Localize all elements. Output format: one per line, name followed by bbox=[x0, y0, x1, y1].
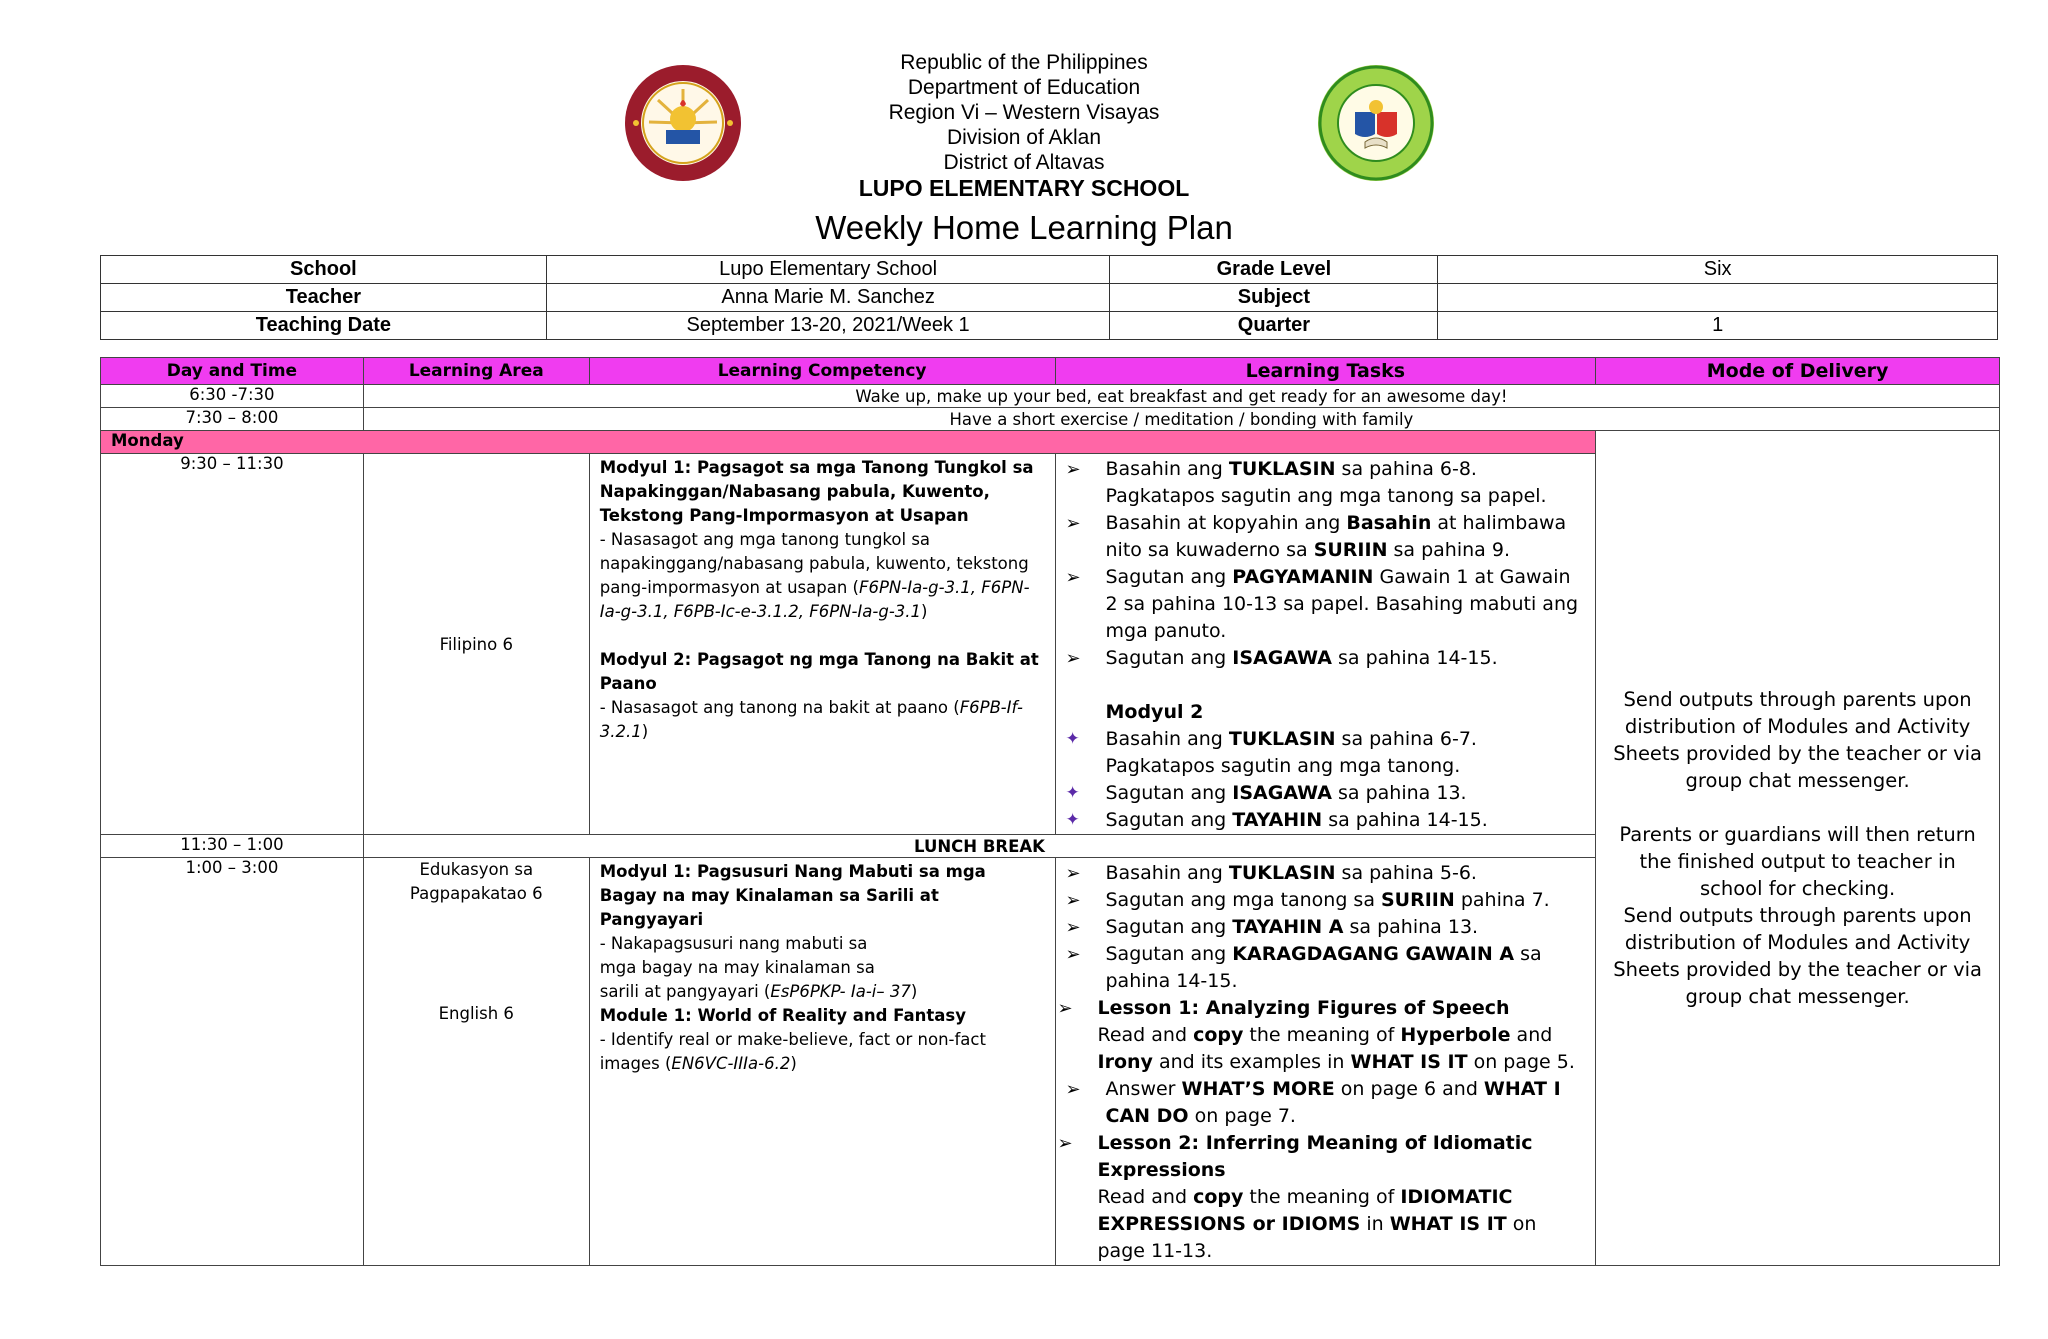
task-item: ➢ Basahin ang TUKLASIN sa pahina 5-6. bbox=[1066, 860, 1588, 887]
arrow-bullet-icon: ➢ bbox=[1065, 863, 1081, 884]
task-item: ➢ Basahin at kopyahin ang Basahin at halimbawa nito sa kuwaderno sa SURIIN sa pahina 9. bbox=[1066, 510, 1588, 564]
mode-paragraph: Send outputs through parents upon distribution of Modules and Activity Sheets provided by the teacher or via group chat messenger. bbox=[1613, 688, 1982, 792]
header-line: Department of Education bbox=[907, 76, 1141, 99]
competency-code: F6PB-If-3.2.1 bbox=[599, 698, 1023, 741]
plan-header-row bbox=[101, 358, 2000, 385]
document-title: Weekly Home Learning Plan bbox=[815, 209, 1233, 246]
arrow-bullet-icon: ➢ bbox=[1065, 917, 1081, 938]
learning-area-english: English 6 bbox=[438, 1004, 514, 1023]
mode-paragraph: Parents or guardians will then return the finished output to teacher in school for checking. bbox=[1619, 823, 1976, 900]
header-mode-of-delivery: Mode of Delivery bbox=[1596, 358, 2000, 385]
star-bullet-icon: ✦ bbox=[1065, 810, 1080, 830]
module-description: - Nasasagot ang mga tanong tungkol sa napakinggang/nabasang pabula, kuwento, tekstong pang-impormasyon at usapan (F6PN-Ia-g-3.1, F6PN-Ia-g-3.1, F6PB-Ic-e-3.1.2, F6PN-Ia-g-3.1) bbox=[599, 530, 1030, 621]
arrow-bullet-icon: ➢ bbox=[1065, 1079, 1081, 1100]
task-item: ➢ Sagutan ang ISAGAWA sa pahina 14-15. bbox=[1066, 645, 1588, 672]
lesson-item: ➢ Lesson 1: Analyzing Figures of Speech Read and copy the meaning of Hyperbole and Irony and its examples in WHAT IS IT on page 5. bbox=[1058, 995, 1588, 1076]
info-row bbox=[101, 312, 1998, 340]
lesson-item: ➢ Lesson 2: Inferring Meaning of Idiomatic Expressions Read and copy the meaning of IDIOMATIC EXPRESSIONS or IDIOMS in WHAT IS IT on page 11-13. bbox=[1058, 1130, 1588, 1265]
arrow-bullet-icon: ➢ bbox=[1065, 944, 1081, 965]
module-title: Module 1: World of Reality and Fantasy bbox=[599, 1006, 966, 1025]
competency-code: F6PN-Ia-g-3.1, F6PN-Ia-g-3.1, F6PB-Ic-e-3.1.2, F6PN-Ia-g-3.1 bbox=[599, 578, 1030, 621]
competency-cell bbox=[589, 454, 1055, 835]
header-learning-tasks: Learning Tasks bbox=[1055, 358, 1596, 385]
lunch-time: 11:30 – 1:00 bbox=[101, 835, 364, 858]
header-line: District of Altavas bbox=[943, 151, 1105, 174]
school-name-heading: LUPO ELEMENTARY SCHOOL bbox=[858, 175, 1190, 201]
header-line: Region Vi – Western Visayas bbox=[888, 101, 1160, 124]
task-item: ➢ Sagutan ang mga tanong sa SURIIN pahina 7. bbox=[1066, 887, 1588, 914]
subject-value bbox=[1438, 284, 1998, 312]
module-description: sarili at pangyayari (EsP6PKP- Ia-i– 37) bbox=[599, 982, 918, 1001]
routine-time: 6:30 -7:30 bbox=[101, 385, 364, 408]
header-day-and-time: Day and Time bbox=[101, 358, 364, 385]
time-cell: 1:00 – 3:00 bbox=[101, 858, 364, 1266]
task-subheading: Modyul 2 bbox=[1105, 701, 1204, 723]
header-line: Division of Aklan bbox=[946, 126, 1102, 149]
info-row bbox=[101, 256, 1998, 284]
quarter-label: Quarter bbox=[1110, 312, 1438, 340]
task-item: ➢ Sagutan ang PAGYAMANIN Gawain 1 at Gawain 2 sa pahina 10-13 sa papel. Basahing mabuti ang mga panuto. bbox=[1066, 564, 1588, 645]
arrow-bullet-icon: ➢ bbox=[1057, 1133, 1073, 1154]
arrow-bullet-icon: ➢ bbox=[1065, 513, 1081, 534]
header-text-block bbox=[724, 50, 1324, 202]
time-cell: 9:30 – 11:30 bbox=[101, 454, 364, 835]
header-line: Republic of the Philippines bbox=[900, 51, 1148, 74]
task-item: ➢ Answer WHAT’S MORE on page 6 and WHAT I CAN DO on page 7. bbox=[1066, 1076, 1588, 1130]
info-row bbox=[101, 284, 1998, 312]
teaching-date-label: Teaching Date bbox=[101, 312, 547, 340]
mode-of-delivery-cell bbox=[1596, 431, 2000, 1266]
day-label-monday: Monday bbox=[101, 431, 1596, 454]
teacher-label: Teacher bbox=[101, 284, 547, 312]
module-description: mga bagay na may kinalaman sa bbox=[599, 958, 875, 977]
grade-level-value: Six bbox=[1438, 256, 1998, 284]
module-description: - Nasasagot ang tanong na bakit at paano (F6PB-If-3.2.1) bbox=[599, 698, 1023, 741]
task-item: ➢ Sagutan ang TAYAHIN A sa pahina 13. bbox=[1066, 914, 1588, 941]
module-title: Modyul 2: Pagsagot ng mga Tanong na Bakit at Paano bbox=[599, 650, 1039, 693]
task-item: ➢ Basahin ang TUKLASIN sa pahina 6-8. Pagkatapos sagutin ang mga tanong sa papel. bbox=[1066, 456, 1588, 510]
arrow-bullet-icon: ➢ bbox=[1065, 890, 1081, 911]
document-header bbox=[0, 50, 2048, 246]
learning-area-cell: Filipino 6 bbox=[363, 454, 589, 835]
module-title: Modyul 1: Pagsagot sa mga Tanong Tungkol sa Napakinggan/Nabasang pabula, Kuwento, Tekstong Pang-Impormasyon at Usapan bbox=[599, 458, 1034, 525]
teaching-date-value: September 13-20, 2021/Week 1 bbox=[546, 312, 1110, 340]
task-item: ➢ Sagutan ang KARAGDAGANG GAWAIN A sa pahina 14-15. bbox=[1066, 941, 1588, 995]
teacher-value: Anna Marie M. Sanchez bbox=[546, 284, 1110, 312]
learning-area-esp: Edukasyon sa Pagpapakatao 6 bbox=[409, 860, 543, 903]
tasks-cell bbox=[1055, 454, 1596, 835]
arrow-bullet-icon: ➢ bbox=[1065, 648, 1081, 669]
task-item: ✦ Basahin ang TUKLASIN sa pahina 6-7. Pagkatapos sagutin ang mga tanong. bbox=[1066, 726, 1588, 780]
module-title: Modyul 1: Pagsusuri Nang Mabuti sa mga Bagay na may Kinalaman sa Sarili at Pangyayari bbox=[599, 862, 986, 929]
star-bullet-icon: ✦ bbox=[1065, 783, 1080, 803]
routine-time: 7:30 – 8:00 bbox=[101, 408, 364, 431]
routine-row bbox=[101, 408, 2000, 431]
lupo-school-seal-logo bbox=[1315, 62, 1437, 184]
competency-cell bbox=[589, 858, 1055, 1266]
grade-level-label: Grade Level bbox=[1110, 256, 1438, 284]
header-learning-competency: Learning Competency bbox=[589, 358, 1055, 385]
day-row bbox=[101, 431, 2000, 454]
arrow-bullet-icon: ➢ bbox=[1057, 998, 1073, 1019]
arrow-bullet-icon: ➢ bbox=[1065, 459, 1081, 480]
tasks-cell bbox=[1055, 858, 1596, 1266]
school-label: School bbox=[101, 256, 547, 284]
competency-code: EN6VC-IIIa-6.2 bbox=[671, 1054, 791, 1073]
learning-area-cell bbox=[363, 858, 589, 1266]
routine-text: Wake up, make up your bed, eat breakfast and get ready for an awesome day! bbox=[363, 385, 1999, 408]
routine-text: Have a short exercise / meditation / bonding with family bbox=[363, 408, 1999, 431]
task-item: ✦ Sagutan ang ISAGAWA sa pahina 13. bbox=[1066, 780, 1588, 807]
module-description: - Nakapagsusuri nang mabuti sa bbox=[599, 934, 868, 953]
routine-row bbox=[101, 385, 2000, 408]
lunch-break-label: LUNCH BREAK bbox=[363, 835, 1595, 858]
quarter-value: 1 bbox=[1438, 312, 1998, 340]
star-bullet-icon: ✦ bbox=[1065, 729, 1080, 749]
module-description: - Identify real or make-believe, fact or non-fact images (EN6VC-IIIa-6.2) bbox=[599, 1030, 986, 1073]
mode-paragraph: Send outputs through parents upon distribution of Modules and Activity Sheets provided by the teacher or via group chat messenger. bbox=[1613, 904, 1982, 1008]
subject-label: Subject bbox=[1110, 284, 1438, 312]
arrow-bullet-icon: ➢ bbox=[1065, 567, 1081, 588]
info-table bbox=[100, 255, 1998, 340]
task-item: ✦ Sagutan ang TAYAHIN sa pahina 14-15. bbox=[1066, 807, 1588, 834]
competency-code: EsP6PKP- Ia-i– 37 bbox=[770, 982, 911, 1001]
school-value: Lupo Elementary School bbox=[546, 256, 1110, 284]
header-learning-area: Learning Area bbox=[363, 358, 589, 385]
learning-plan-table bbox=[100, 357, 2000, 1266]
